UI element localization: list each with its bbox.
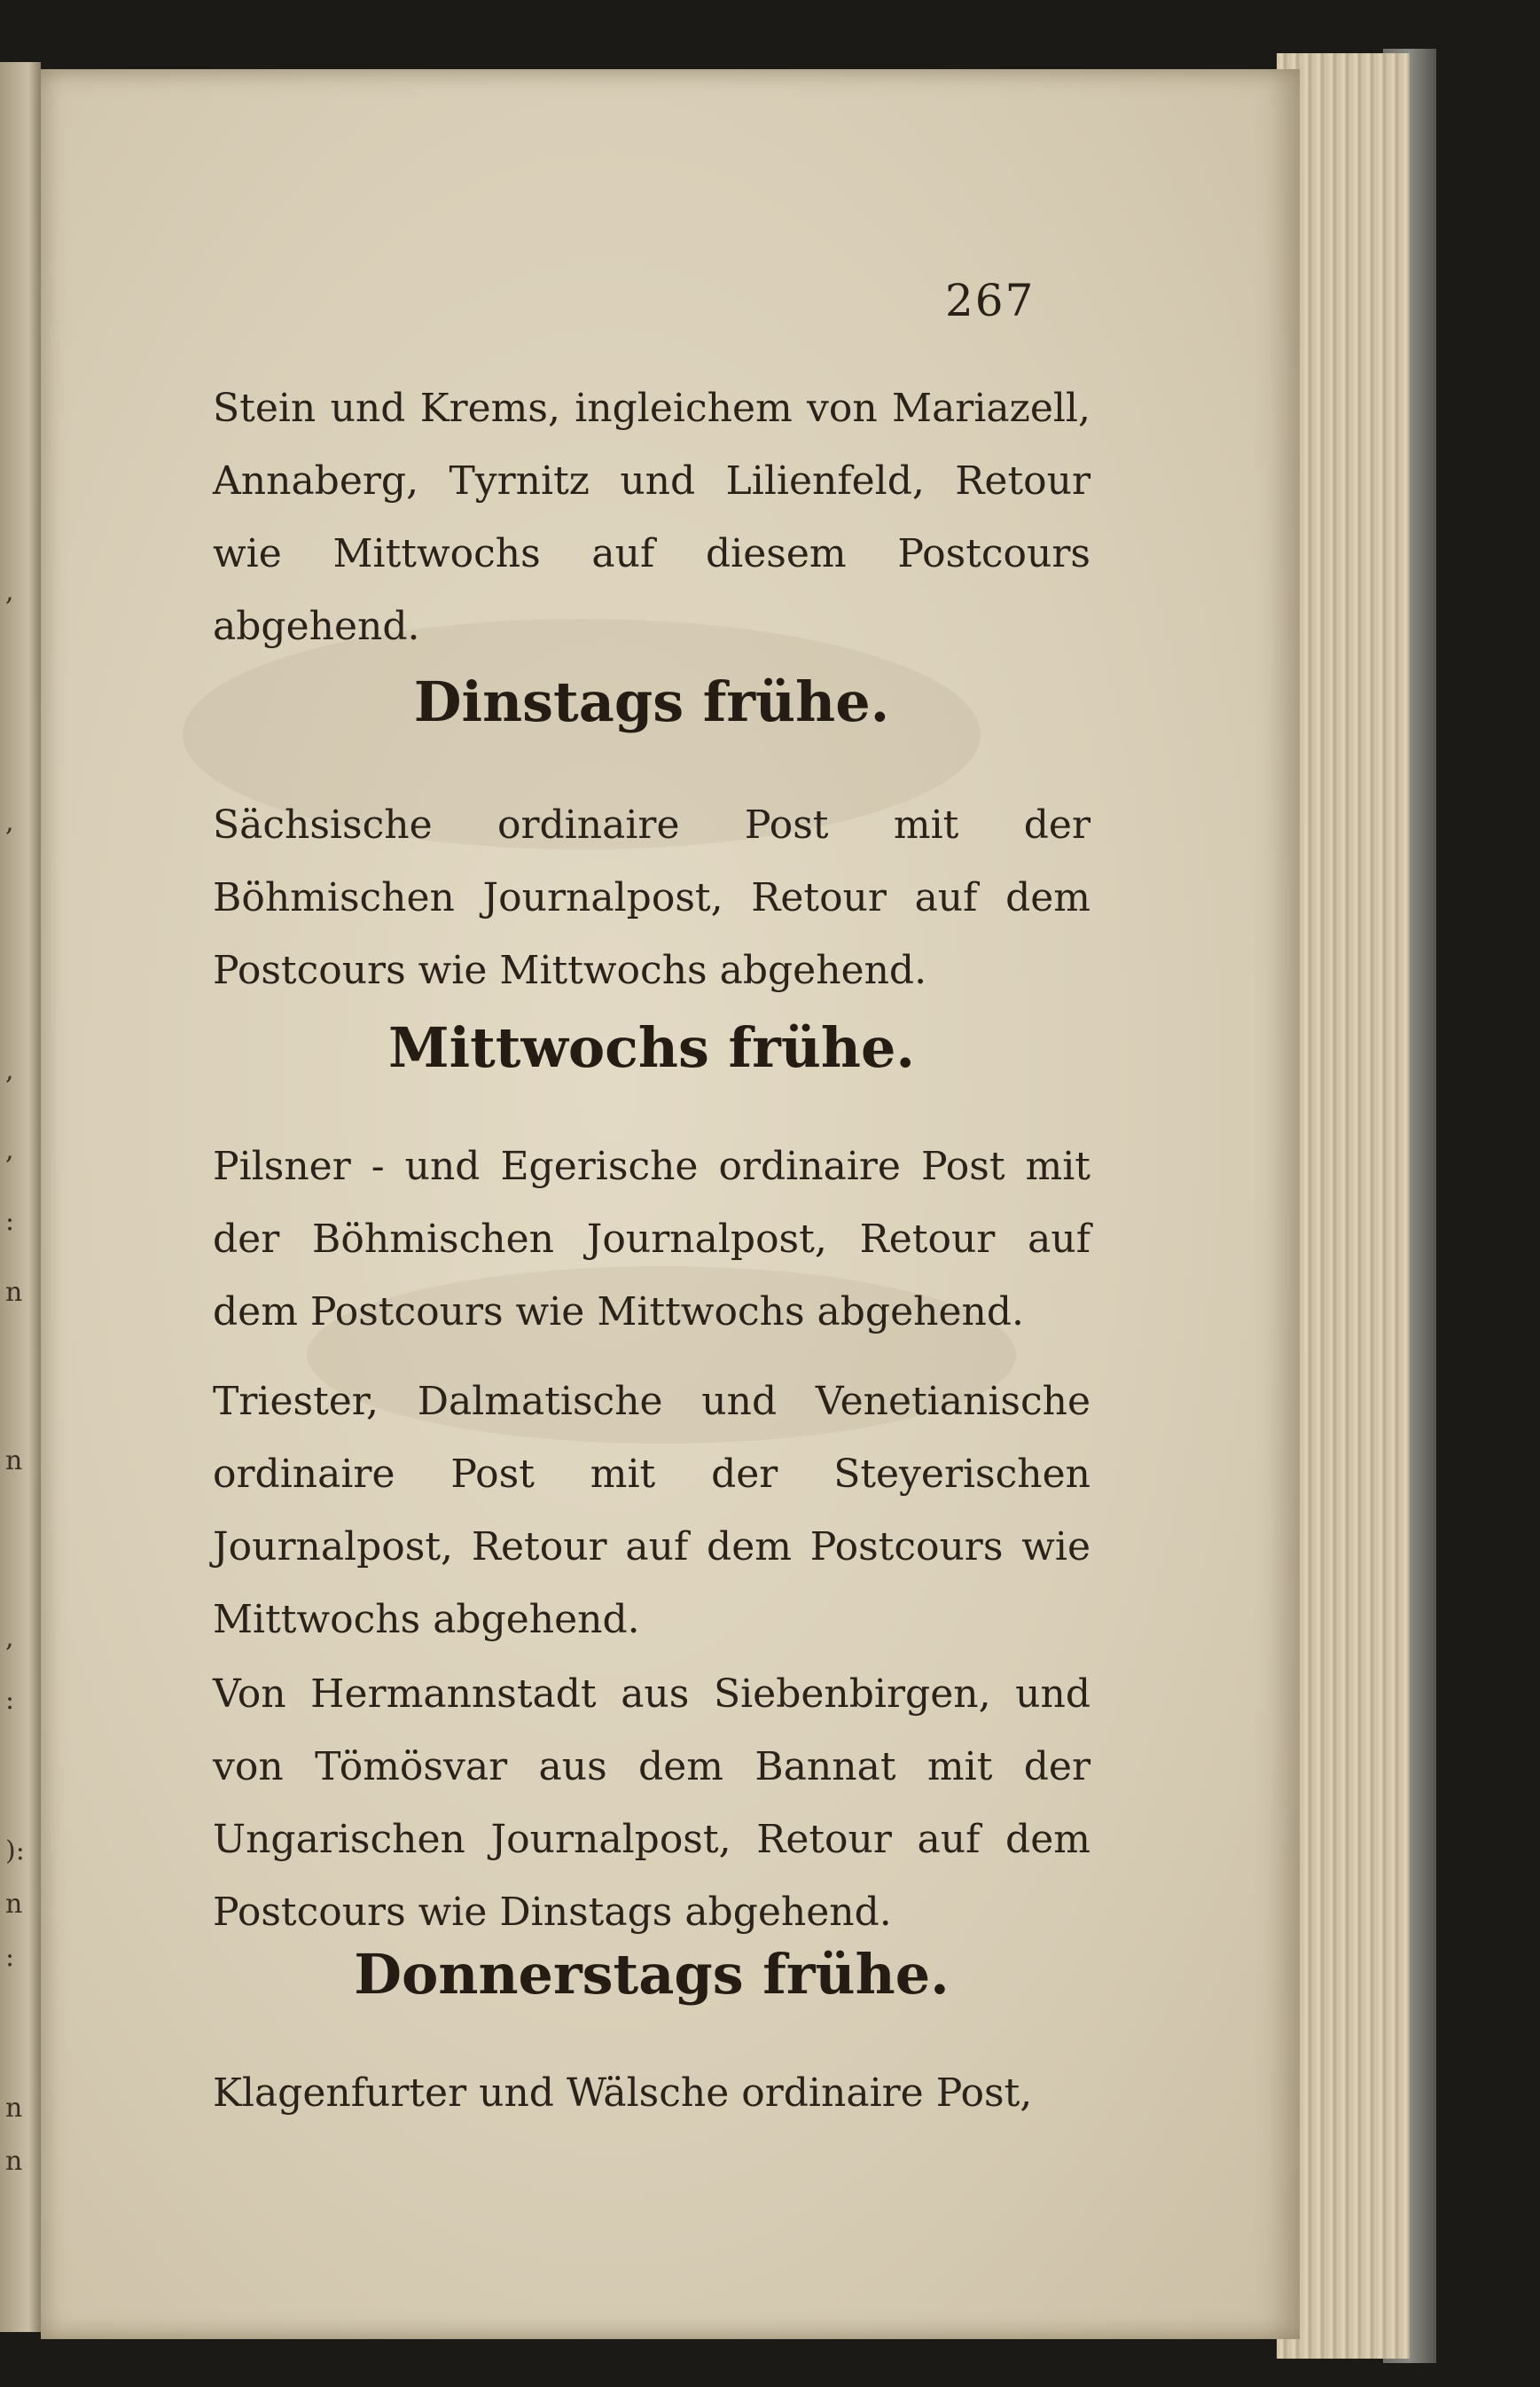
paragraph-triester-post: Triester, Dalmatische und Venetianische ordinaire Post mit der Steyerischen Journalpost, Retour auf dem Postcours wie Mittwochs abgehend. xyxy=(213,1379,1091,1642)
heading-mittwochs: Mittwochs frühe. xyxy=(387,1015,916,1080)
paragraph-klagenfurter-post: Klagenfurter und Wälsche ordinaire Post, xyxy=(213,2070,1033,2116)
paragraph-hermannstadt-post: Von Hermannstadt aus Siebenbirgen, und von Tömösvar aus dem Bannat mit der Ungarischen Journalpost, Retour auf dem Postcours wie Dinstags abgehend. xyxy=(213,1671,1091,1935)
heading-donnerstags: Donnerstags frühe. xyxy=(354,1942,950,2007)
facing-page-bleed-marks: , , , , : n n , : ): n : n n xyxy=(5,576,25,2177)
paragraph-saechsische-post: Sächsische ordinaire Post mit der Böhmischen Journalpost, Retour auf dem Postcours wie Mittwochs abgehend. xyxy=(213,802,1091,993)
paragraph-stein-und-krems: Stein und Krems, ingleichem von Mariazell, Annaberg, Tyrnitz und Lilienfeld, Retour wie Mittwochs auf diesem Postcours abgehend. xyxy=(213,386,1091,649)
paragraph-pilsner-post: Pilsner - und Egerische ordinaire Post mit der Böhmischen Journalpost, Retour auf dem Postcours wie Mittwochs abgehend. xyxy=(213,1144,1091,1334)
page-number: 267 xyxy=(945,275,1036,326)
heading-dinstags: Dinstags frühe. xyxy=(413,669,890,734)
facing-page-edge xyxy=(0,62,41,2332)
